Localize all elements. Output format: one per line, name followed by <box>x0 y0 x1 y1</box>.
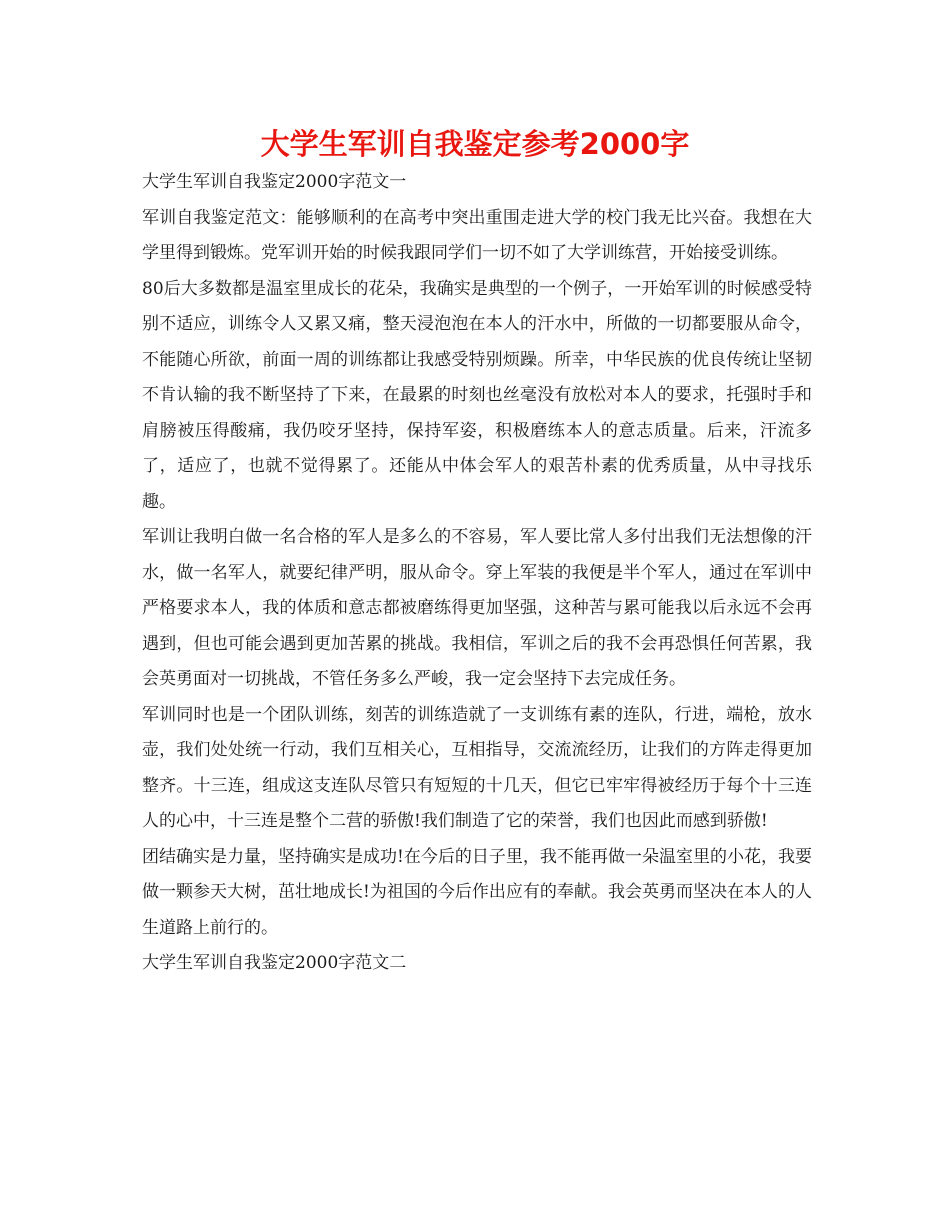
paragraph-intro: 军训自我鉴定范文：能够顺利的在高考中突出重围走进大学的校门我无比兴奋。我想在大学里得到锻炼。党军训开始的时候我跟同学们一切不如了大学训练营，开始接受训练。 <box>142 207 812 263</box>
paragraph-conclusion: 团结确实是力量，坚持确实是成功!在今后的日子里，我不能再做一朵温室里的小花，我要做一颗参天大树，茁壮地成长!为祖国的今后作出应有的奉献。我会英勇而坚决在本人的人生道路上前行的。 <box>142 846 812 938</box>
paragraph-teamwork: 军训同时也是一个团队训练，刻苦的训练造就了一支训练有素的连队，行进，端枪，放水壶，我们处处统一行动，我们互相关心，互相指导，交流流经历，让我们的方阵走得更加整齐。十三连，组成这支连队尽管只有短短的十几天，但它已牢牢得被经历于每个十三连人的心中，十三连是整个二营的骄傲!我们制造了它的荣誉，我们也因此而感到骄傲! <box>142 704 812 831</box>
paragraph-soldier: 军训让我明白做一名合格的军人是多么的不容易，军人要比常人多付出我们无法想像的汗水，做一名军人，就要纪律严明，服从命令。穿上军装的我便是半个军人，通过在军训中严格要求本人，我的体质和意志都被磨练得更加坚强，这种苦与累可能我以后永远不会再遇到，但也可能会遇到更加苦累的挑战。我相信，军训之后的我不会再恐惧任何苦累，我会英勇面对一切挑战，不管任务多么严峻，我一定会坚持下去完成任务。 <box>142 527 812 689</box>
section-heading-1: 大学生军训自我鉴定2000字范文一 <box>142 172 407 192</box>
document-title: 大学生军训自我鉴定参考2000字 <box>260 127 690 161</box>
document-body <box>142 165 812 982</box>
section-heading-2: 大学生军训自我鉴定2000字范文二 <box>142 953 407 973</box>
paragraph-adaptation: 80后大多数都是温室里成长的花朵，我确实是典型的一个例子，一开始军训的时候感受特别不适应，训练令人又累又痛，整天浸泡泡在本人的汗水中，所做的一切都要服从命令，不能随心所欲，前面一周的训练都让我感受特别烦躁。所幸，中华民族的优良传统让坚韧不肯认输的我不断坚持了下来，在最累的时刻也丝毫没有放松对本人的要求，托强时手和肩膀被压得酸痛，我仍咬牙坚持，保持军姿，积极磨练本人的意志质量。后来，汗流多了，适应了，也就不觉得累了。还能从中体会军人的艰苦朴素的优秀质量，从中寻找乐趣。 <box>142 278 812 512</box>
